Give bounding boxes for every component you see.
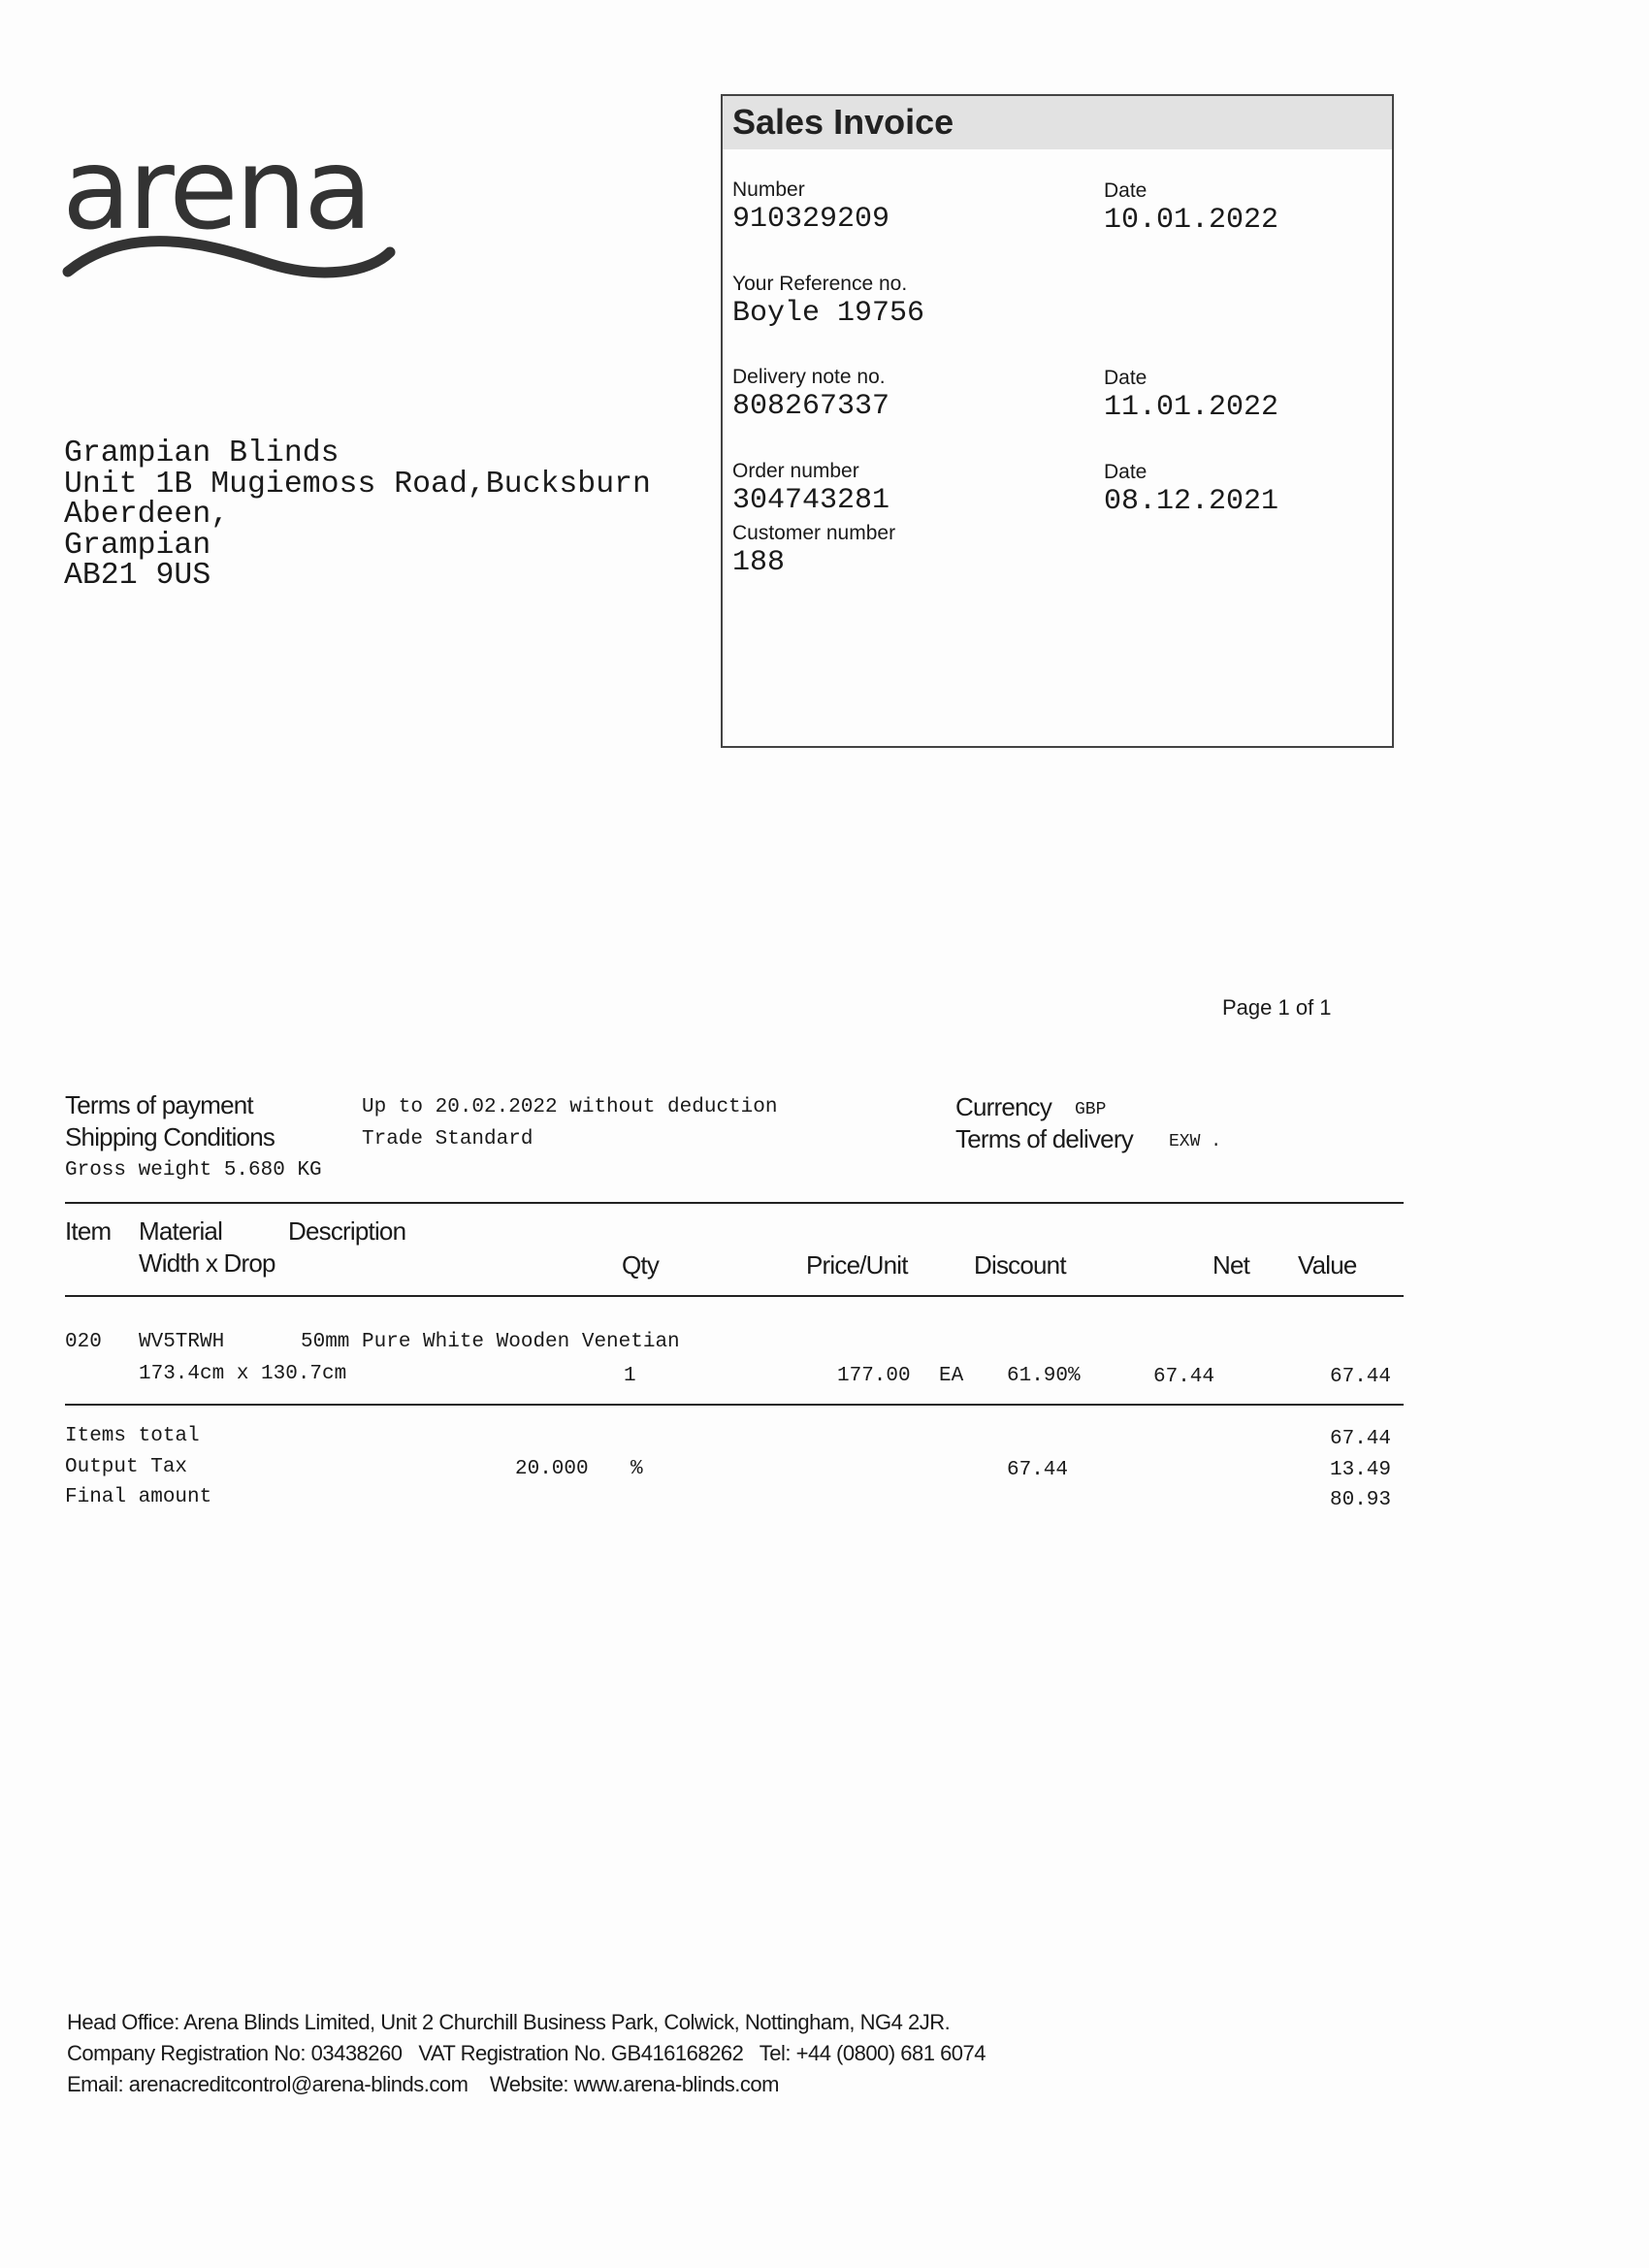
delivery-note-value: 808267337 [732,390,890,423]
customer-number: 188 [732,546,786,579]
items-total-value: 67.44 [1329,1428,1391,1450]
row-price: 177.00 [837,1365,911,1387]
arena-logo [60,126,400,291]
footer-registration: Company Registration No: 03438260 VAT Registration No. GB416168262 Tel: +44 (0800) 681 6074 [67,2041,986,2065]
invoice-date: 10.01.2022 [1104,204,1279,237]
col-net: Net [1212,1250,1250,1280]
row-qty: 1 [624,1365,636,1387]
row-unit: EA [939,1365,964,1387]
gross-weight: Gross weight 5.680 KG [65,1159,322,1182]
col-item: Item [65,1216,112,1246]
row-value: 67.44 [1329,1366,1391,1388]
col-width-drop: Width x Drop [139,1248,275,1278]
currency-label: Currency [955,1092,1052,1121]
order-date-label: Date [1104,461,1148,483]
col-qty: Qty [622,1250,660,1280]
delivery-date: 11.01.2022 [1104,391,1279,424]
tax-percent-sign: % [630,1458,643,1480]
currency-value: GBP [1075,1100,1107,1119]
output-tax-label: Output Tax [65,1456,188,1478]
terms-delivery-value: EXW . [1169,1132,1222,1151]
tax-base: 67.44 [1007,1459,1069,1481]
terms-payment-value: Up to 20.02.2022 without deduction [362,1096,778,1118]
reference-value: Boyle 19756 [732,297,925,330]
number-label: Number [732,178,805,201]
final-amount-label: Final amount [65,1486,212,1508]
delivery-note-label: Delivery note no. [732,366,886,388]
row-material: WV5TRWH [139,1331,225,1353]
address-line: AB21 9US [64,559,211,593]
order-label: Order number [732,460,859,482]
row-size: 173.4cm x 130.7cm [139,1363,347,1385]
row-net: 67.44 [1152,1366,1214,1388]
customer-label: Customer number [732,522,896,544]
address-line: Grampian [64,528,211,563]
items-total-label: Items total [65,1425,200,1447]
footer-contact: Email: arenacreditcontrol@arena-blinds.com Website: www.arena-blinds.com [67,2072,779,2096]
row-item: 020 [65,1331,102,1353]
terms-payment-label: Terms of payment [65,1090,253,1119]
invoice-details-box [721,94,1394,748]
col-description: Description [288,1216,406,1246]
date-label: Date [1104,179,1148,202]
order-date: 08.12.2021 [1104,485,1279,518]
order-number: 304743281 [732,484,890,517]
customer-address [64,438,651,592]
address-line: Aberdeen, [64,498,230,532]
reference-label: Your Reference no. [732,273,908,295]
shipping-conditions-label: Shipping Conditions [65,1122,275,1151]
divider [65,1295,1404,1297]
page-indicator: Page 1 of 1 [1222,995,1332,1020]
invoice-title: Sales Invoice [732,102,954,142]
shipping-conditions-value: Trade Standard [362,1128,534,1150]
col-material: Material [139,1216,223,1246]
footer-head-office: Head Office: Arena Blinds Limited, Unit 2 Churchill Business Park, Colwick, Nottingham, NG4 2JR. [67,2010,951,2034]
col-value: Value [1298,1250,1357,1280]
row-discount: 61.90% [1007,1365,1081,1387]
row-description: 50mm Pure White Wooden Venetian [301,1331,680,1353]
delivery-date-label: Date [1104,367,1148,389]
terms-delivery-label: Terms of delivery [955,1124,1133,1153]
divider [65,1404,1404,1406]
logo-text: arena [62,126,371,255]
col-discount: Discount [974,1250,1066,1280]
divider [65,1202,1404,1204]
address-line: Grampian Blinds [64,437,340,470]
tax-rate: 20.000 [515,1458,589,1480]
tax-value: 13.49 [1329,1459,1391,1481]
invoice-number: 910329209 [732,203,890,236]
final-amount-value: 80.93 [1329,1489,1391,1511]
col-price-unit: Price/Unit [806,1250,908,1280]
address-line: Unit 1B Mugiemoss Road,Bucksburn [64,467,651,502]
